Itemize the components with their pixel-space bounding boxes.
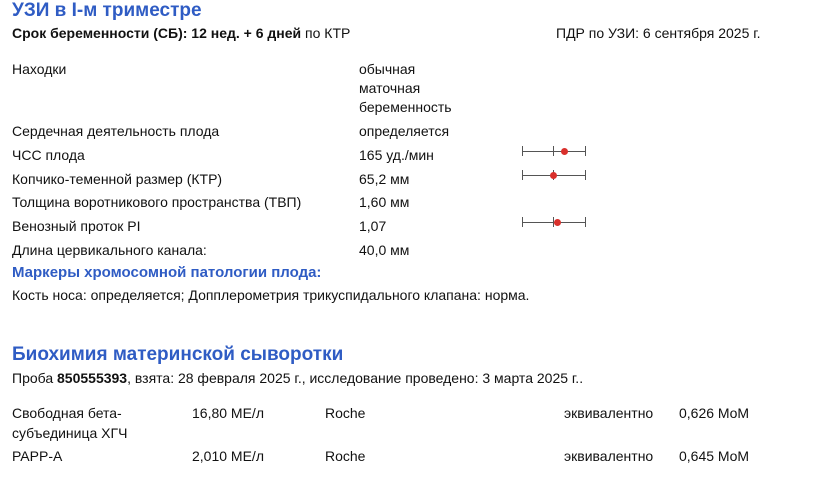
gestation-suffix: по КТР (305, 25, 351, 41)
analyte-equivalent: эквивалентно (564, 405, 654, 421)
markers-title: Маркеры хромосомной патологии плода: (12, 264, 322, 281)
finding-label: Венозный проток PI (12, 218, 141, 234)
finding-value: 65,2 мм (359, 171, 410, 187)
due-date: ПДР по УЗИ: 6 сентября 2025 г. (556, 25, 761, 41)
range-marker (550, 172, 557, 179)
gestation-label: Срок беременности (СБ): 12 нед. + 6 дней (12, 25, 302, 41)
finding-value: 40,0 мм (359, 242, 410, 258)
finding-value-line: беременность (359, 99, 452, 115)
analyte-equivalent: эквивалентно (564, 448, 654, 464)
range-indicator-heart-rate (522, 146, 586, 156)
finding-value: 165 уд./мин (359, 147, 434, 163)
finding-label: Сердечная деятельность плода (12, 123, 220, 139)
finding-value: определяется (359, 123, 450, 139)
range-indicator-crl (522, 170, 586, 180)
finding-value: 1,60 мм (359, 194, 410, 210)
range-marker (561, 148, 568, 155)
analyte-name-line: субъединица ХГЧ (12, 425, 128, 441)
finding-value-line: обычная (359, 61, 416, 77)
gestation-line (12, 25, 350, 41)
range-marker (554, 219, 561, 226)
markers-text: Кость носа: определяется; Допплерометрия трикуспидального клапана: норма. (12, 287, 530, 303)
ultrasound-title: УЗИ в I-м триместре (12, 0, 202, 21)
analyte-mom: 0,645 MoM (679, 448, 750, 464)
finding-label: Длина цервикального канала: (12, 242, 207, 258)
analyte-name-line: Свободная бета- (12, 405, 122, 421)
analyte-name-line: PAPP-A (12, 448, 63, 464)
analyte-method: Roche (325, 405, 366, 421)
analyte-value: 16,80 МЕ/л (192, 405, 264, 421)
finding-label: ЧСС плода (12, 147, 85, 163)
sample-prefix: Проба (12, 370, 54, 386)
sample-id: 850555393 (57, 370, 128, 386)
finding-label: Копчико-теменной размер (КТР) (12, 171, 223, 187)
analyte-method: Roche (325, 448, 366, 464)
range-indicator-ductus-venosus (522, 217, 586, 227)
finding-label: Толщина воротникового пространства (ТВП) (12, 194, 302, 210)
sample-details: , взята: 28 февраля 2025 г., исследование проведено: 3 марта 2025 г.. (127, 370, 584, 386)
biochemistry-title: Биохимия материнской сыворотки (12, 344, 344, 365)
finding-value: 1,07 (359, 218, 387, 234)
analyte-value: 2,010 МЕ/л (192, 448, 264, 464)
sample-line (12, 370, 583, 386)
finding-value-line: маточная (359, 80, 421, 96)
analyte-mom: 0,626 MoM (679, 405, 750, 421)
finding-label: Находки (12, 61, 67, 77)
